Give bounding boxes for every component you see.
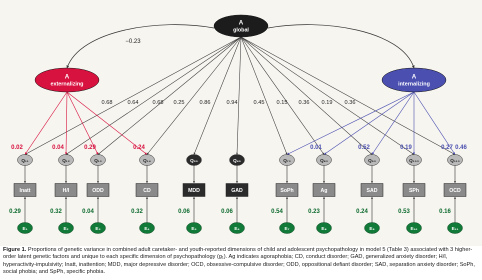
phenotype-box-label: Inatt	[19, 188, 31, 194]
loading-value: 0.19	[321, 100, 333, 106]
global-loading-path	[25, 37, 241, 155]
unique-proportion: 0.32	[50, 209, 62, 215]
global-to-externalizing-arrow	[67, 25, 214, 68]
global-loading-path	[147, 37, 241, 155]
unique-proportion: 0.32	[131, 209, 143, 215]
loading-value: 0.36	[298, 100, 310, 106]
specific-proportion: 0.24	[133, 145, 145, 151]
phenotype-box-label: CD	[143, 188, 151, 194]
genetic-node-label: Q₅₀	[190, 157, 198, 163]
genetic-node-label: Q₁₁	[21, 157, 29, 163]
unique-node-label: E₄	[144, 225, 150, 231]
global-loading-path	[241, 37, 287, 155]
unique-node-label: E₇	[284, 225, 290, 231]
externalizing-path	[66, 92, 67, 155]
specific-proportion: 0.27	[441, 145, 453, 151]
figure-caption	[3, 247, 479, 277]
caption-text: Proportions of genetic variance in combined adult caretaker- and youth-reported dimensions of child and adolescent psychopathology in model 5 (Table 3) associated with 3 higher-order latent genetic factors and unique to each specific dimension of psychopathology (g₁). Ag indicates agoraphobia; CD, conduct disorder; GAD, generalized anxiety disorder; H/I, hyperactivity-impulsivity; Inatt, inattention; MDD, major depressive disorder; OCD, obsessive-compulsive disorder; ODD, oppositional defiant disorder; SAD, separation anxiety disorder; SoPh, social phobia; and SpPh, specific phobia.	[3, 247, 475, 276]
unique-proportion: 0.16	[439, 209, 451, 215]
global-factor-letter: A	[238, 19, 244, 27]
genetic-node-label: Q₉₃	[368, 157, 376, 163]
phenotype-box-label: SPh	[408, 188, 420, 194]
loading-value: 0.68	[101, 100, 113, 106]
global-loading-path	[194, 37, 241, 155]
unique-proportion: 0.23	[308, 209, 320, 215]
unique-node-label: E₃	[95, 225, 101, 231]
global-loading-path	[98, 37, 241, 155]
loading-value: 0.25	[173, 100, 185, 106]
loading-value: 0.86	[199, 100, 211, 106]
global-to-internalizing-arrow	[268, 25, 414, 68]
specific-proportion: 0.01	[310, 145, 322, 151]
specific-proportion: 0.29	[84, 145, 96, 151]
global-loading-path	[241, 37, 455, 155]
specific-proportion: 0.52	[358, 145, 370, 151]
global-factor-name: global	[233, 27, 249, 34]
unique-proportion: 0.06	[178, 209, 190, 215]
genetic-node-label: Q₁₁₃	[450, 157, 460, 163]
internalizing-factor-name: internalizing	[398, 81, 430, 88]
phenotype-box-label: OCD	[449, 188, 461, 194]
genetic-node-label: Q₈₃	[320, 157, 328, 163]
unique-node-label: E₁₁	[451, 225, 459, 231]
genetic-node-label: Q₁₂	[62, 157, 70, 163]
unique-node-label: E₈	[321, 225, 327, 231]
unique-node-label: E₁₀	[410, 225, 418, 231]
phenotype-box-label: SAD	[366, 188, 378, 194]
internalizing-factor-letter: A	[411, 73, 417, 81]
phenotype-box-label: MDD	[188, 188, 200, 194]
global-loading-path	[237, 37, 241, 155]
loading-value: 0.64	[127, 100, 139, 106]
loading-value: 0.36	[344, 100, 356, 106]
specific-proportion: 0.02	[11, 145, 23, 151]
loading-value: 0.94	[226, 100, 238, 106]
specific-proportion: 0.19	[400, 145, 412, 151]
phenotype-box-label: GAD	[231, 188, 243, 194]
genetic-node-label: Q₁₀₃	[409, 157, 419, 163]
unique-proportion: 0.53	[398, 209, 410, 215]
specific-proportion-extra: 0.46	[455, 145, 467, 151]
loading-value: 0.68	[152, 100, 164, 106]
unique-proportion: 0.24	[356, 209, 368, 215]
unique-node-label: E₁	[22, 225, 28, 231]
externalizing-factor-letter: A	[64, 73, 70, 81]
unique-node-label: E₅	[191, 225, 197, 231]
phenotype-box-label: ODD	[92, 188, 104, 194]
global-loading-path	[66, 37, 241, 155]
genetic-node-label: Q₇₃	[283, 157, 291, 163]
global-link-label: −0.23	[125, 39, 141, 45]
genetic-node-label: Q₆₀	[233, 157, 241, 163]
phenotype-box-label: H/I	[62, 188, 70, 194]
loading-value: 0.15	[276, 100, 288, 106]
externalizing-factor-name: externalizing	[50, 81, 84, 88]
unique-node-label: E₉	[369, 225, 375, 231]
phenotype-box-label: Ag	[320, 188, 328, 194]
genetic-node-label: Q₁₄	[143, 157, 151, 163]
phenotype-box-label: SoPh	[280, 188, 294, 194]
global-loading-path	[241, 37, 324, 155]
specific-proportion: 0.04	[52, 145, 64, 151]
unique-node-label: E₂	[63, 225, 69, 231]
unique-proportion: 0.29	[9, 209, 21, 215]
global-loading-path	[241, 37, 414, 155]
caption-label: Figure 1.	[3, 247, 27, 253]
global-loading-path	[241, 37, 372, 155]
unique-proportion: 0.54	[271, 209, 283, 215]
genetic-node-label: Q₁₃	[94, 157, 102, 163]
unique-proportion: 0.06	[221, 209, 233, 215]
loading-value: 0.45	[253, 100, 265, 106]
unique-node-label: E₆	[234, 225, 240, 231]
unique-proportion: 0.04	[82, 209, 94, 215]
